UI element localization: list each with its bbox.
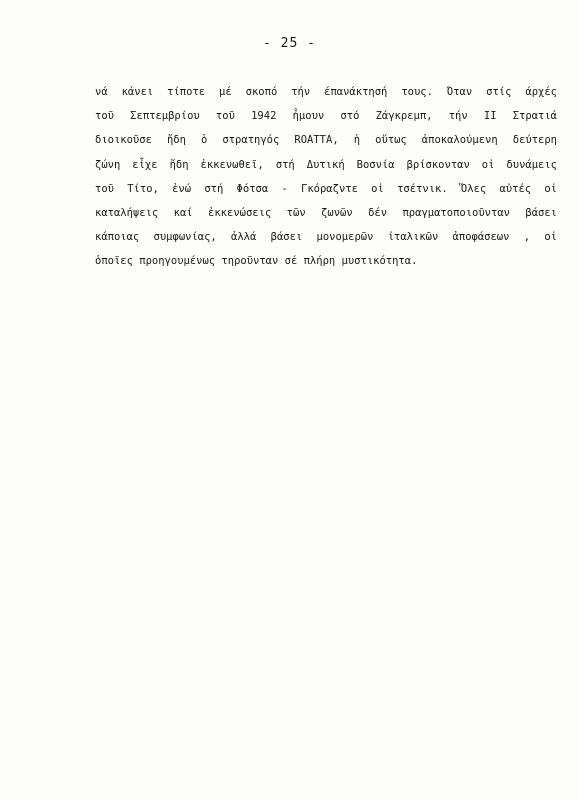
text-line: ζώνη εἶχε ἤδη ἐκκενωθεῖ, στή Δυτική Βοσνία βρίσκονταν οἱ δυνάμεις bbox=[95, 158, 557, 171]
text-line: νά κάνει τίποτε μέ σκοπό τήν έπανάκτησή τους. Όταν στίς άρχές bbox=[95, 86, 557, 98]
text-line: καταλήψεις καί ἐκκενώσεις τῶν ζωνῶν δέν πραγματοποιοῦνταν βάσει bbox=[95, 207, 557, 220]
text-line: ὁποῖες προηγουμένως τηροῦνταν σέ πλήρη μυστικότητα. bbox=[95, 255, 418, 268]
text-line: τοῦ Σεπτεμβρίου τοῦ 1942 ἦμουν στό Ζάγκρεμπ, τήν II Στρατιά bbox=[95, 110, 557, 123]
page-number: - 25 - bbox=[263, 36, 316, 51]
text-line: τοῦ Τίτο, ἐνώ στή Φότσα - Γκόραζντε οἱ τσέτνικ. Ὅλες αὐτές οἱ bbox=[95, 182, 557, 195]
text-line: διοικοῦσε ἤδη ὁ στρατηγός ROATTA, ἡ οὕτως ἀποκαλούμενη δεύτερη bbox=[95, 134, 557, 147]
text-line: κάποιας συμφωνίας, ἀλλά βάσει μονομερῶν ἰταλικῶν ἀποφάσεων , οἱ bbox=[95, 231, 557, 244]
body-paragraph bbox=[95, 80, 557, 274]
